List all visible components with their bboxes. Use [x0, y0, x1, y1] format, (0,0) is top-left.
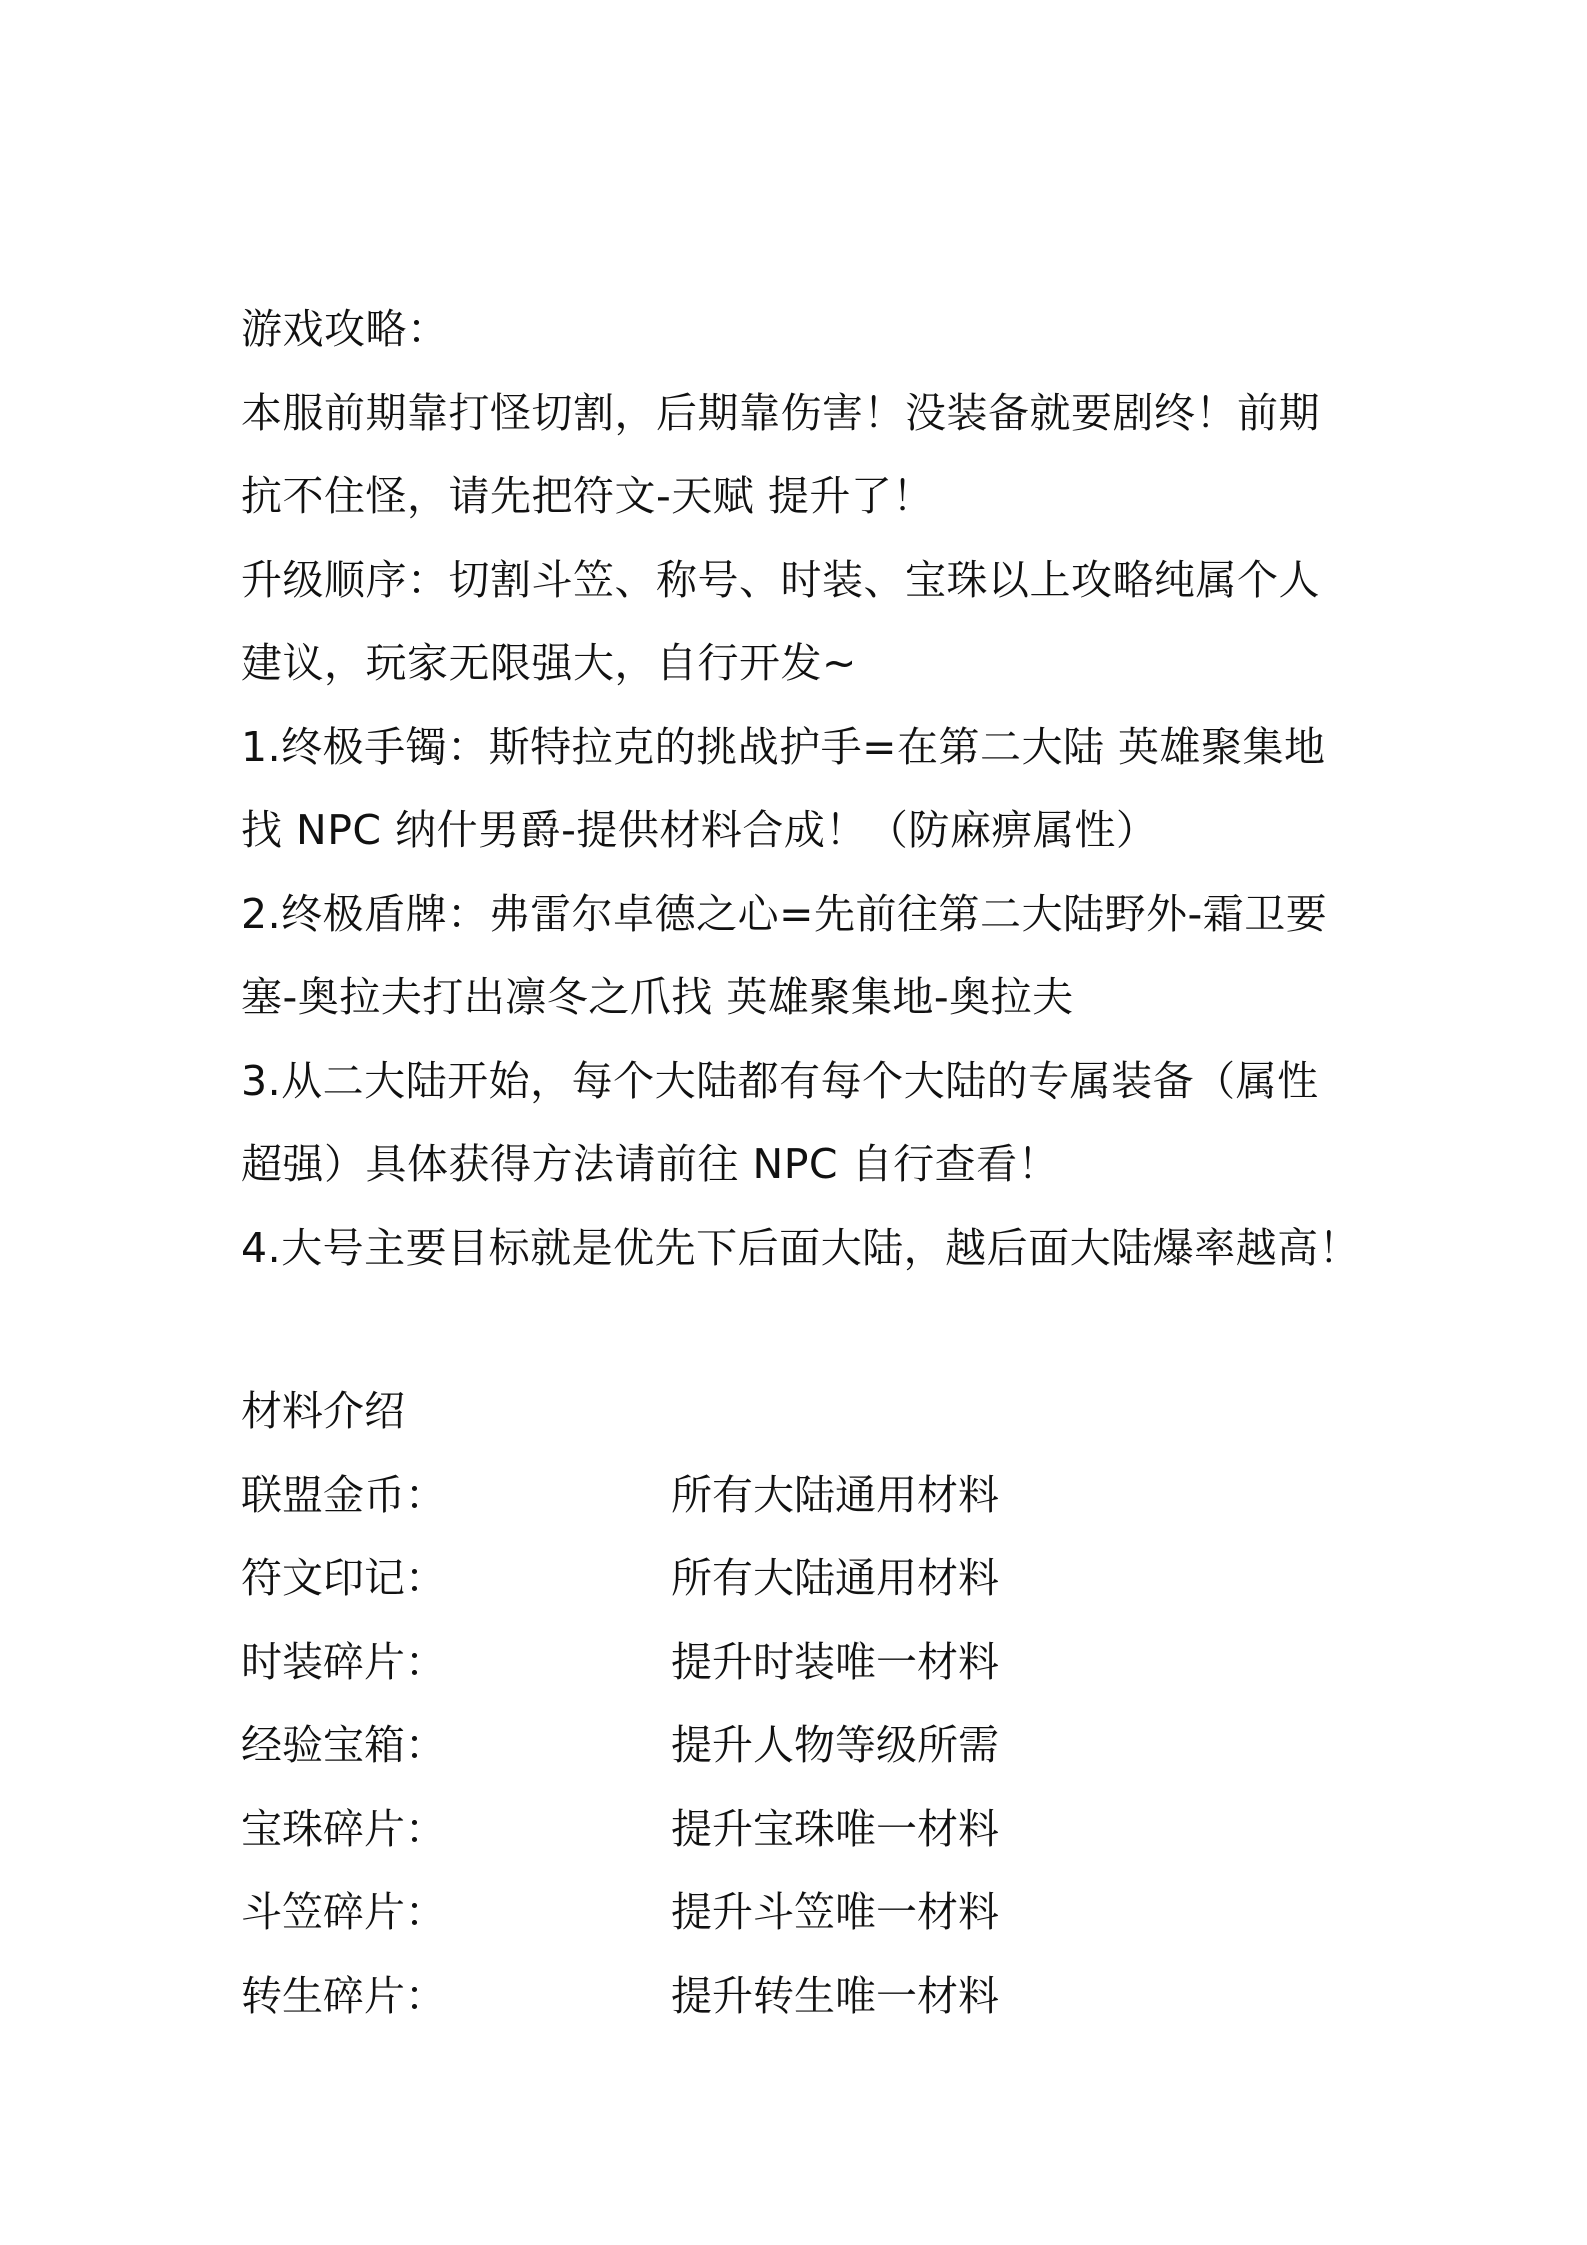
guide-item-line: 4.大号主要目标就是优先下后面大陆，越后面大陆爆率越高！	[241, 1223, 1361, 1272]
guide-section	[241, 288, 1361, 1290]
guide-item-line: 2.终极盾牌：弗雷尔卓德之心=先前往第二大陆野外-霜卫要	[241, 889, 1328, 938]
guide-paragraph-line: 升级顺序：切割斗笠、称号、时装、宝珠以上攻略纯属个人	[241, 555, 1320, 604]
material-description: 提升宝珠唯一材料	[671, 1804, 999, 1853]
material-name: 斗笠碎片：	[241, 1888, 446, 1936]
material-row	[241, 1871, 1361, 1955]
guide-paragraph-line: 本服前期靠打怪切割，后期靠伤害！没装备就要剧终！前期	[241, 388, 1320, 437]
material-row	[241, 1537, 1361, 1621]
material-row	[241, 1454, 1361, 1538]
guide-paragraph-line: 抗不住怪，请先把符文-天赋 提升了！	[241, 472, 934, 520]
material-name: 时装碎片：	[241, 1637, 446, 1686]
material-row	[241, 1704, 1361, 1788]
material-name: 联盟金币：	[241, 1470, 446, 1519]
material-name: 符文印记：	[241, 1554, 446, 1602]
material-description: 提升时装唯一材料	[671, 1637, 999, 1686]
material-description: 提升斗笠唯一材料	[671, 1888, 999, 1936]
material-row	[241, 1621, 1361, 1705]
guide-paragraph-line: 建议，玩家无限强大，自行开发~	[241, 639, 857, 687]
guide-item-line: 超强）具体获得方法请前往 NPC 自行查看！	[241, 1140, 1060, 1188]
guide-item-line: 1.终极手镯：斯特拉克的挑战护手=在第二大陆 英雄聚集地	[241, 722, 1326, 771]
material-row	[241, 1955, 1361, 2039]
materials-title: 材料介绍	[241, 1387, 405, 1435]
materials-section	[241, 1370, 1361, 2038]
material-description: 所有大陆通用材料	[671, 1470, 999, 1519]
guide-item-line: 找 NPC 纳什男爵-提供材料合成！（防麻痹属性）	[241, 806, 1158, 854]
material-description: 所有大陆通用材料	[671, 1554, 999, 1602]
material-name: 经验宝箱：	[241, 1721, 446, 1769]
material-name: 宝珠碎片：	[241, 1804, 446, 1853]
material-description: 提升人物等级所需	[671, 1721, 999, 1769]
material-row	[241, 1788, 1361, 1872]
guide-item-line: 塞-奥拉夫打出凛冬之爪找 英雄聚集地-奥拉夫	[241, 973, 1074, 1021]
material-description: 提升转生唯一材料	[671, 1971, 999, 2020]
material-name: 转生碎片：	[241, 1971, 446, 2020]
guide-heading: 游戏攻略：	[241, 305, 449, 353]
guide-item-line: 3.从二大陆开始，每个大陆都有每个大陆的专属装备（属性	[241, 1056, 1319, 1105]
